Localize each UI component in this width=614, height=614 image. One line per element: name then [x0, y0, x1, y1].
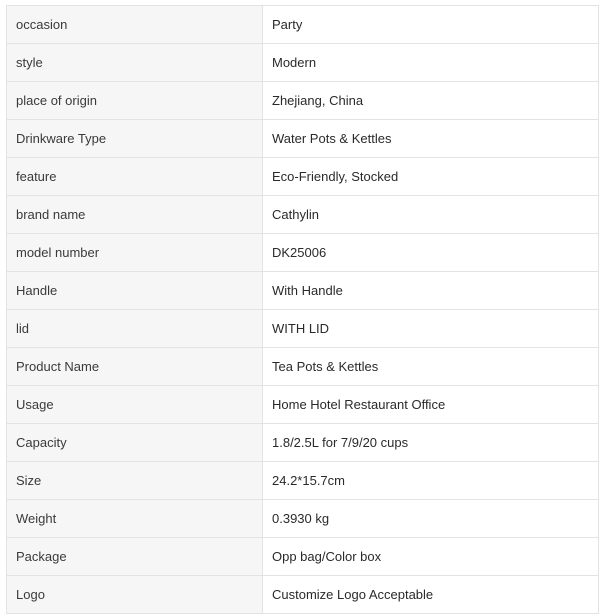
spec-row-feature: [7, 158, 599, 196]
spec-row-package: [7, 538, 599, 576]
spec-key: Logo: [7, 576, 263, 614]
spec-value: With Handle: [263, 272, 599, 310]
spec-row-model-number: [7, 234, 599, 272]
spec-row-place-of-origin: [7, 82, 599, 120]
spec-key: Handle: [7, 272, 263, 310]
spec-key: occasion: [7, 6, 263, 44]
spec-key: model number: [7, 234, 263, 272]
spec-value: Customize Logo Acceptable: [263, 576, 599, 614]
spec-value: Modern: [263, 44, 599, 82]
spec-row-product-name: [7, 348, 599, 386]
spec-key: Package: [7, 538, 263, 576]
spec-value: DK25006: [263, 234, 599, 272]
spec-value: Cathylin: [263, 196, 599, 234]
spec-key: lid: [7, 310, 263, 348]
spec-key: feature: [7, 158, 263, 196]
spec-key: brand name: [7, 196, 263, 234]
spec-row-capacity: [7, 424, 599, 462]
spec-row-handle: [7, 272, 599, 310]
spec-value: Home Hotel Restaurant Office: [263, 386, 599, 424]
spec-value: Zhejiang, China: [263, 82, 599, 120]
spec-value: Tea Pots & Kettles: [263, 348, 599, 386]
spec-row-occasion: [7, 6, 599, 44]
spec-row-weight: [7, 500, 599, 538]
spec-value: 0.3930 kg: [263, 500, 599, 538]
spec-key: Weight: [7, 500, 263, 538]
spec-key: Drinkware Type: [7, 120, 263, 158]
spec-value: WITH LID: [263, 310, 599, 348]
spec-key: Size: [7, 462, 263, 500]
spec-row-drinkware-type: [7, 120, 599, 158]
spec-key: style: [7, 44, 263, 82]
spec-key: place of origin: [7, 82, 263, 120]
spec-value: Eco-Friendly, Stocked: [263, 158, 599, 196]
spec-value: Party: [263, 6, 599, 44]
spec-row-size: [7, 462, 599, 500]
spec-value: 1.8/2.5L for 7/9/20 cups: [263, 424, 599, 462]
spec-key: Product Name: [7, 348, 263, 386]
spec-key: Capacity: [7, 424, 263, 462]
spec-key: Usage: [7, 386, 263, 424]
product-spec-table: [6, 5, 599, 614]
spec-value: Water Pots & Kettles: [263, 120, 599, 158]
spec-row-usage: [7, 386, 599, 424]
spec-row-lid: [7, 310, 599, 348]
spec-row-style: [7, 44, 599, 82]
spec-row-brand-name: [7, 196, 599, 234]
spec-value: Opp bag/Color box: [263, 538, 599, 576]
spec-value: 24.2*15.7cm: [263, 462, 599, 500]
spec-row-logo: [7, 576, 599, 614]
